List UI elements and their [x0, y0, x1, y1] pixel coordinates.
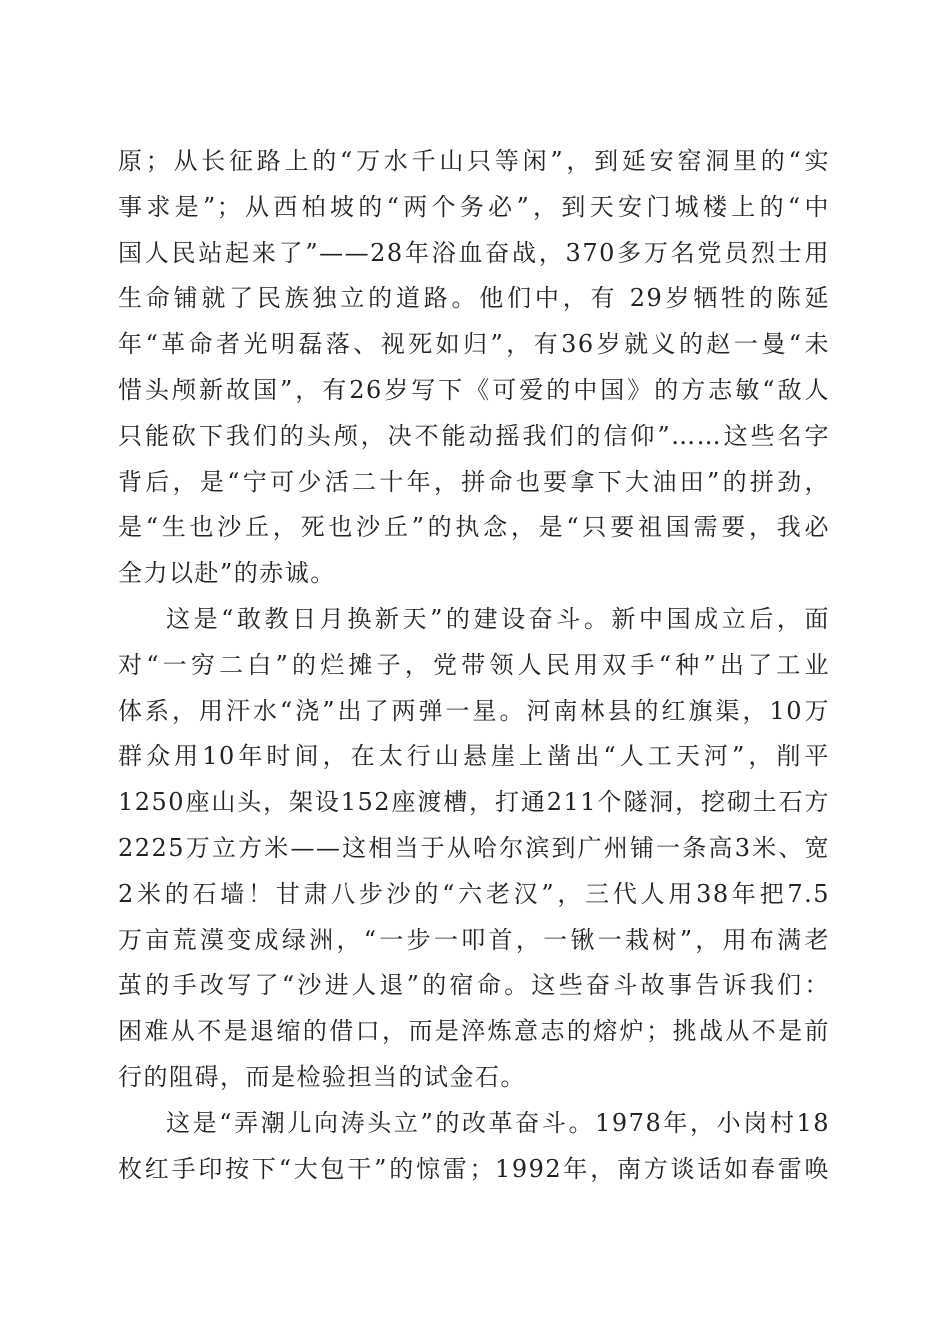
text-line: 全力以赴”的赤诚。 [118, 559, 336, 588]
text-line: 事求是”；从西柏坡的“两个务必”，到天安门城楼上的“中 [118, 192, 830, 221]
text-line: 原；从长征路上的“万水千山只等闲”，到延安窑洞里的“实 [118, 147, 830, 175]
text-line: 1250座山头，架设152座渡槽，打通211个隧洞，挖砌土石方 [118, 788, 830, 817]
paragraph-1 [118, 139, 830, 597]
text-line: 是“生也沙丘，死也沙丘”的执念，是“只要祖国需要，我必 [118, 513, 830, 542]
paragraph-2 [118, 597, 830, 1101]
text-line: 年“革命者光明磊落、视死如归”，有36岁就义的赵一曼“未 [118, 330, 830, 359]
text-line: 万亩荒漠变成绿洲，“一步一叩首，一锹一栽树”，用布满老 [118, 925, 830, 954]
paragraph-3 [118, 1101, 830, 1193]
text-line: 生命铺就了民族独立的道路。他们中，有 29岁牺牲的陈延 [118, 284, 830, 313]
text-line: 行的阻碍，而是检验担当的试金石。 [118, 1062, 526, 1091]
text-line: 2225万立方米——这相当于从哈尔滨到广州铺一条高3米、宽 [118, 833, 830, 862]
text-line: 国人民站起来了”——28年浴血奋战，370多万名党员烈士用 [118, 238, 830, 267]
text-line: 惜头颅新故国”，有26岁写下《可爱的中国》的方志敏“敌人 [118, 375, 830, 404]
text-line: 2米的石墙！甘肃八步沙的“六老汉”，三代人用38年把7.5 [118, 879, 830, 908]
text-line: 枚红手印按下“大包干”的惊雷；1992年，南方谈话如春雷唤 [118, 1154, 830, 1183]
text-line: 这是“弄潮儿向涛头立”的改革奋斗。1978年，小岗村18 [166, 1108, 830, 1137]
text-line: 体系，用汗水“浇”出了两弹一星。河南林县的红旗渠，10万 [118, 696, 830, 725]
body-text [118, 139, 830, 1192]
text-line: 这是“敢教日月换新天”的建设奋斗。新中国成立后，面 [166, 604, 830, 633]
text-line: 群众用10年时间，在太行山悬崖上凿出“人工天河”，削平 [118, 742, 830, 771]
text-line: 对“一穷二白”的烂摊子，党带领人民用双手“种”出了工业 [118, 650, 830, 679]
text-line: 只能砍下我们的头颅，决不能动摇我们的信仰”……这些名字 [118, 421, 830, 450]
text-line: 背后，是“宁可少活二十年，拼命也要拿下大油田”的拼劲， [118, 467, 830, 496]
text-line: 困难从不是退缩的借口，而是淬炼意志的熔炉；挑战从不是前 [118, 1017, 830, 1046]
text-line: 茧的手改写了“沙进人退”的宿命。这些奋斗故事告诉我们： [118, 971, 830, 1000]
